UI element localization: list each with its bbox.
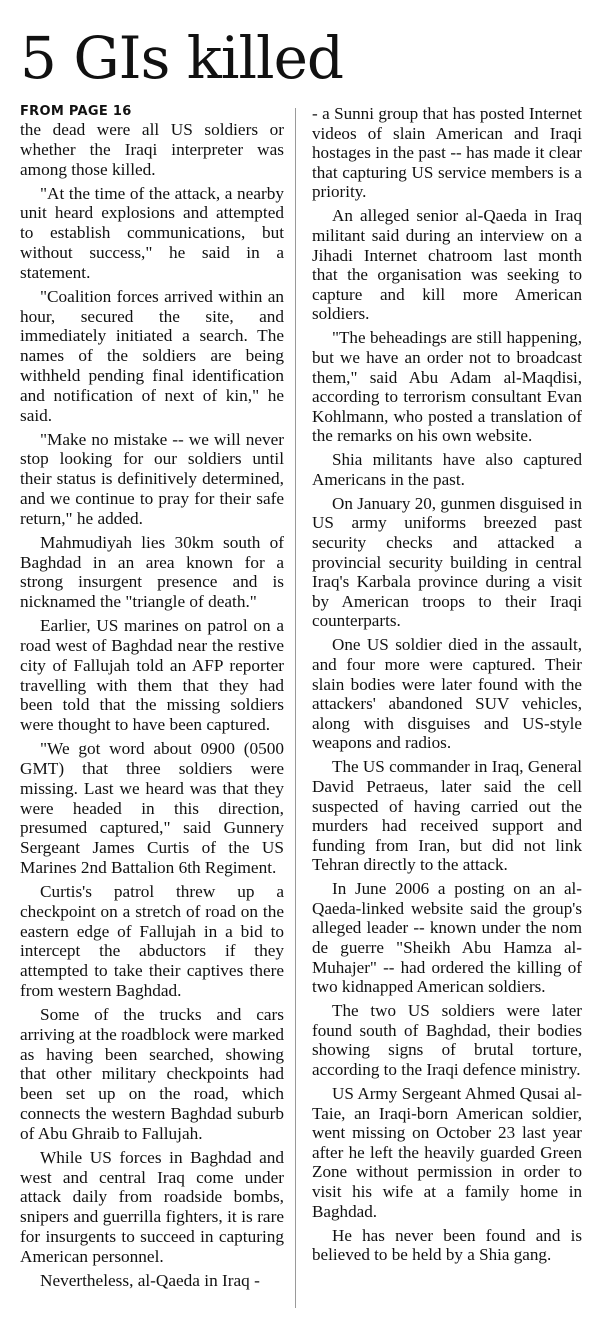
left-column: [20, 120, 284, 1295]
paragraph: The US commander in Iraq, General David Petraeus, later said the cell suspected of having carried out the murders had received support and funding from Iran, but did not link Tehran directly to the attack.: [312, 757, 582, 875]
paragraph: While US forces in Baghdad and west and central Iraq come under attack daily from roadside bombs, snipers and guerrilla fighters, it is rare for insurgents to succeed in capturing American personnel.: [20, 1147, 284, 1266]
paragraph: Earlier, US marines on patrol on a road west of Baghdad near the restive city of Fallujah told an AFP reporter travelling with them that they had been told that the missing soldiers were thought to have been captured.: [20, 616, 284, 735]
paragraph: US Army Sergeant Ahmed Qusai al-Taie, an Iraqi-born American soldier, went missing on October 23 last year after he left the heavily guarded Green Zone without permission in order to visit his wife at a family home in Baghdad.: [312, 1084, 582, 1221]
paragraph: Curtis's patrol threw up a checkpoint on a stretch of road on the eastern edge of Fallujah in a bid to intercept the abductors if they attempted to take their captives there from western Baghdad.: [20, 882, 284, 1000]
continued-from-label: FROM PAGE 16: [20, 104, 132, 119]
paragraph: An alleged senior al-Qaeda in Iraq militant said during an interview on a Jihadi Internet chatroom last month that the organisation was seeking to capture and kill more American soldiers.: [312, 206, 582, 324]
paragraph: "At the time of the attack, a nearby unit heard explosions and attempted to establish communications, but without success," he said in a statement.: [20, 183, 284, 282]
paragraph: the dead were all US soldiers or whether the Iraqi interpreter was among those killed.: [20, 120, 284, 179]
paragraph: Shia militants have also captured Americans in the past.: [312, 450, 582, 489]
paragraph: "Make no mistake -- we will never stop looking for our soldiers until their status is definitively determined, and we continue to pray for their safe return," he added.: [20, 429, 284, 528]
paragraph: Mahmudiyah lies 30km south of Baghdad in an area known for a strong insurgent presence and is nicknamed the "triangle of death.": [20, 532, 284, 612]
paragraph: The two US soldiers were later found south of Baghdad, their bodies showing signs of brutal torture, according to the Iraqi defence ministry.: [312, 1001, 582, 1080]
paragraph: Nevertheless, al-Qaeda in Iraq -: [40, 1270, 260, 1290]
column-divider: [295, 108, 296, 1308]
paragraph: "The beheadings are still happening, but we have an order not to broadcast them," said Abu Adam al-Maqdisi, according to terrorism consultant Evan Kohlmann, who posted a translation of the remarks on his own website.: [312, 328, 582, 446]
paragraph: - a Sunni group that has posted Internet videos of slain American and Iraqi hostages in the past -- has made it clear that capturing US service members is a priority.: [312, 104, 582, 202]
paragraph: "We got word about 0900 (0500 GMT) that three soldiers were missing. Last we heard was that they were headed in this direction, presumed captured," said Gunnery Sergeant James Curtis of the US Marines 2nd Battalion 6th Regiment.: [20, 739, 284, 877]
headline: 5 GIs killed: [20, 24, 344, 92]
paragraph: One US soldier died in the assault, and four more were captured. Their slain bodies were later found with the attackers' abandoned SUV vehicles, along with disguises and US-style weapons and radios.: [312, 635, 582, 753]
paragraph: "Coalition forces arrived within an hour, secured the site, and immediately initiated a search. The names of the soldiers are being withheld pending final identification and notification of next of kin," he said.: [20, 286, 284, 425]
paragraph: Some of the trucks and cars arriving at the roadblock were marked as having been searched, showing that other military checkpoints had been set up on the road, which connects the western Baghdad suburb of Abu Ghraib to Fallujah.: [20, 1005, 284, 1143]
paragraph: On January 20, gunmen disguised in US army uniforms breezed past security checks and attacked a provincial security building in central Iraq's Karbala province during a visit by American troops to their Iraqi counterparts.: [312, 493, 582, 631]
right-column: [312, 104, 582, 1269]
paragraph: In June 2006 a posting on an al-Qaeda-linked website said the group's alleged leader -- known under the nom de guerre "Sheikh Abu Hamza al-Muhajer" -- had ordered the killing of two kidnapped American soldiers.: [312, 879, 582, 997]
paragraph: He has never been found and is believed to be held by a Shia gang.: [312, 1225, 582, 1265]
